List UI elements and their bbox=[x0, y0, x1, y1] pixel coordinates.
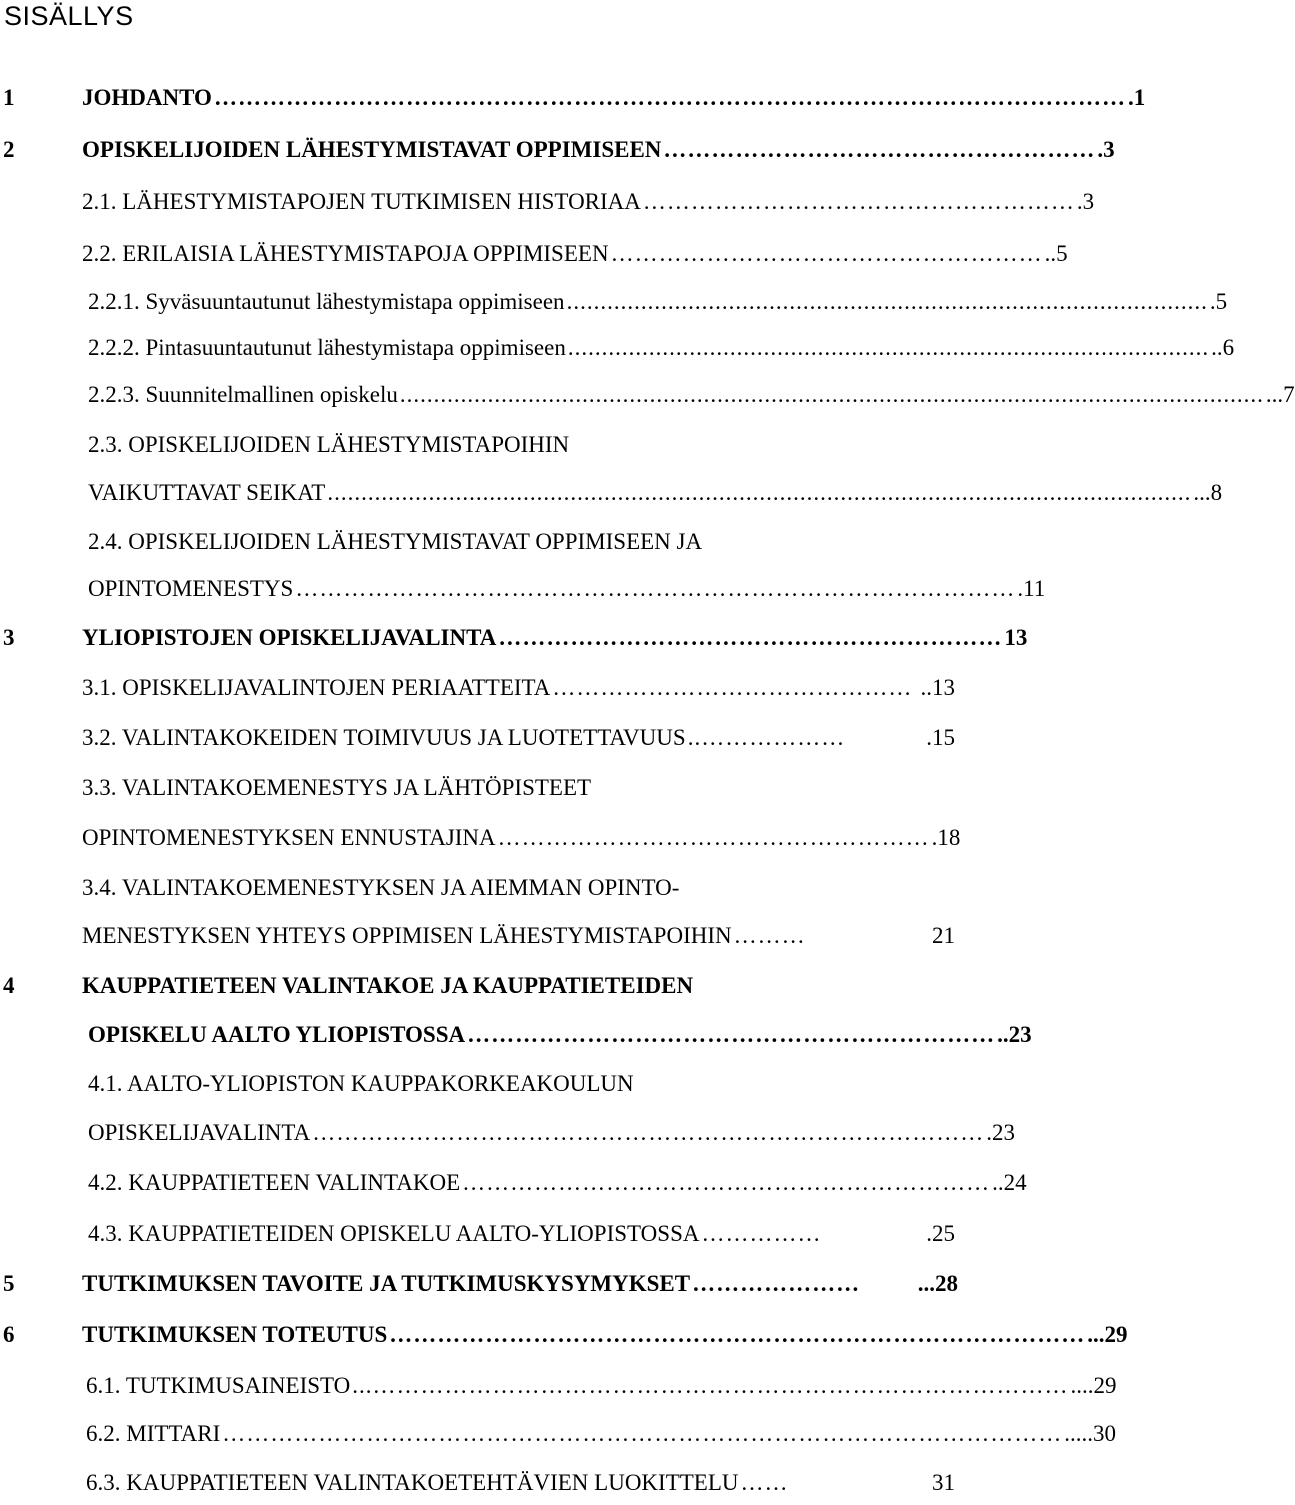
toc-dot-leader: ……………………………………………… bbox=[497, 825, 930, 850]
toc-entry-title: 2.1. LÄHESTYMISTAPOJEN TUTKIMISEN HISTORIAA bbox=[82, 189, 641, 214]
toc-entry[interactable] bbox=[88, 1219, 955, 1249]
toc-page-number: .....30 bbox=[1064, 1421, 1116, 1446]
toc-page-number: 13 bbox=[1004, 625, 1028, 650]
toc-entry-title: 3.1. OPISKELIJAVALINTOJEN PERIAATTEITA bbox=[82, 675, 551, 700]
toc-dot-leader: …………………………………………………………………………………………… bbox=[222, 1421, 1063, 1446]
toc-dot-leader: ……………………………………… bbox=[552, 675, 913, 700]
toc-page-number: .1 bbox=[1127, 85, 1146, 110]
toc-dot-leader: ................................................................................................................................ bbox=[327, 480, 1192, 505]
toc-entry[interactable] bbox=[88, 333, 1235, 363]
chapter-number: 4 bbox=[3, 973, 15, 998]
toc-entry-title: 2.3. OPISKELIJOIDEN LÄHESTYMISTAPOIHIN bbox=[88, 432, 570, 457]
toc-entry-title: VAIKUTTAVAT SEIKAT bbox=[88, 480, 326, 505]
toc-entry-title: 2.4. OPISKELIJOIDEN LÄHESTYMISTAVAT OPPIMISEEN JA bbox=[88, 529, 703, 554]
toc-entry-title: 2.2.3. Suunnitelmallinen opiskelu bbox=[88, 382, 398, 407]
toc-entry-title: 3.4. VALINTAKOEMENESTYKSEN JA AIEMMAN OPINTO- bbox=[82, 875, 680, 900]
toc-entry[interactable] bbox=[82, 1269, 958, 1299]
toc-entry[interactable] bbox=[88, 527, 951, 557]
toc-dot-leader: ............................................................................................... bbox=[566, 289, 1208, 314]
toc-dot-leader: ...…………………………………………………………………………… bbox=[352, 1373, 1069, 1398]
toc-entry[interactable] bbox=[82, 623, 1028, 653]
chapter-number: 3 bbox=[3, 625, 15, 650]
page-title: SISÄLLYS bbox=[4, 1, 134, 31]
toc-entry-title: 6.1. TUTKIMUSAINEISTO bbox=[86, 1373, 351, 1398]
toc-page-number: .3 bbox=[1076, 189, 1095, 214]
chapter-number: 1 bbox=[3, 85, 15, 110]
toc-page-number: ...29 bbox=[1087, 1322, 1128, 1347]
toc-page-number: ..23 bbox=[997, 1022, 1032, 1047]
toc-dot-leader: ……… bbox=[733, 923, 806, 948]
chapter-number: 2 bbox=[3, 137, 15, 162]
toc-entry[interactable] bbox=[82, 773, 955, 803]
toc-dot-leader: ………………… bbox=[692, 1271, 861, 1296]
toc-dot-leader: ……………………………………………………… bbox=[498, 625, 1003, 650]
toc-entry-title: TUTKIMUKSEN TAVOITE JA TUTKIMUSKYSYMYKSET bbox=[82, 1271, 691, 1296]
toc-dot-leader: ………………………………………………………… bbox=[467, 1022, 996, 1047]
toc-entry-title: YLIOPISTOJEN OPISKELIJAVALINTA bbox=[82, 625, 497, 650]
toc-entry-title: OPISKELU AALTO YLIOPISTOSSA bbox=[88, 1022, 466, 1047]
toc-entry[interactable] bbox=[82, 673, 955, 703]
toc-page-number: ..6 bbox=[1211, 335, 1235, 360]
toc-entry-title: 3.2. VALINTAKOKEIDEN TOIMIVUUS JA LUOTETTAVUUS bbox=[82, 725, 686, 750]
toc-page-number: .25 bbox=[926, 1221, 955, 1246]
toc-entry[interactable] bbox=[82, 723, 955, 753]
toc-dot-leader: …… bbox=[740, 1470, 789, 1495]
toc-entry[interactable] bbox=[82, 239, 1068, 269]
toc-entry[interactable] bbox=[86, 1419, 1116, 1449]
chapter-number: 6 bbox=[3, 1322, 15, 1347]
toc-dot-leader: ……………………………………………… bbox=[610, 241, 1043, 266]
toc-dot-leader: ………………………………………………………… bbox=[462, 1170, 991, 1195]
toc-entry-title: OPINTOMENESTYS bbox=[88, 576, 294, 601]
toc-entry[interactable] bbox=[82, 187, 1095, 217]
toc-dot-leader: …………… bbox=[701, 1221, 822, 1246]
toc-entry-title: TUTKIMUKSEN TOTEUTUS bbox=[82, 1322, 388, 1347]
toc-dot-leader: ………………………………………………………………………… bbox=[312, 1120, 985, 1145]
toc-entry[interactable] bbox=[88, 1020, 1032, 1050]
toc-entry-title: 2.2.1. Syväsuuntautunut lähestymistapa oppimiseen bbox=[88, 289, 565, 314]
toc-page-number: ..24 bbox=[992, 1170, 1027, 1195]
toc-entry[interactable] bbox=[88, 1118, 1015, 1148]
toc-entry[interactable] bbox=[82, 135, 1115, 165]
toc-page-number: ..5 bbox=[1044, 241, 1068, 266]
toc-dot-leader: ……………………………………………… bbox=[663, 137, 1096, 162]
toc-page-number: 21 bbox=[932, 923, 955, 948]
toc-entry-title: 4.1. AALTO-YLIOPISTON KAUPPAKORKEAKOULUN bbox=[88, 1071, 634, 1096]
toc-page-number: ..13 bbox=[920, 675, 955, 700]
toc-entry[interactable] bbox=[88, 430, 951, 460]
toc-entry[interactable] bbox=[88, 1168, 1027, 1198]
toc-entry[interactable] bbox=[88, 380, 1295, 410]
toc-dot-leader: …………………………………………………………………………………………………… bbox=[213, 85, 1126, 110]
toc-page-number: .11 bbox=[1017, 576, 1046, 601]
toc-entry[interactable] bbox=[82, 873, 955, 903]
toc-entry[interactable] bbox=[88, 1069, 955, 1099]
toc-entry[interactable] bbox=[88, 574, 1046, 604]
toc-page-number: ...7 bbox=[1265, 382, 1295, 407]
chapter-number: 5 bbox=[3, 1271, 15, 1296]
toc-page-number: ....29 bbox=[1070, 1373, 1117, 1398]
toc-dot-leader: ..……………… bbox=[687, 725, 846, 750]
toc-entry[interactable] bbox=[82, 921, 955, 951]
toc-page-number: ...28 bbox=[917, 1271, 958, 1296]
toc-entry-title: OPINTOMENESTYKSEN ENNUSTAJINA bbox=[82, 825, 496, 850]
toc-entry[interactable] bbox=[82, 83, 1146, 113]
toc-dot-leader: ............................................................................................... bbox=[567, 335, 1210, 360]
toc-entry[interactable] bbox=[82, 823, 961, 853]
toc-dot-leader: ……………………………………………… bbox=[642, 189, 1075, 214]
toc-entry-title: JOHDANTO bbox=[82, 85, 212, 110]
toc-entry[interactable] bbox=[82, 1320, 1128, 1350]
toc-dot-leader: …………………………………………………………………………… bbox=[389, 1322, 1086, 1347]
toc-entry-title: 4.2. KAUPPATIETEEN VALINTAKOE bbox=[88, 1170, 461, 1195]
toc-entry-title: KAUPPATIETEEN VALINTAKOE JA KAUPPATIETEIDEN bbox=[82, 973, 694, 998]
toc-entry[interactable] bbox=[88, 287, 1228, 317]
toc-page-number: ...8 bbox=[1193, 480, 1223, 505]
toc-entry[interactable] bbox=[86, 1468, 955, 1498]
toc-entry-title: 6.3. KAUPPATIETEEN VALINTAKOETEHTÄVIEN LUOKITTELU bbox=[86, 1470, 739, 1495]
toc-entry-title: 4.3. KAUPPATIETEIDEN OPISKELU AALTO-YLIOPISTOSSA bbox=[88, 1221, 700, 1246]
toc-entry-title: 2.2.2. Pintasuuntautunut lähestymistapa oppimiseen bbox=[88, 335, 566, 360]
toc-page-number: .15 bbox=[926, 725, 955, 750]
toc-entry[interactable] bbox=[82, 971, 955, 1001]
toc-page-number: .18 bbox=[931, 825, 961, 850]
toc-entry-title: OPISKELIJAVALINTA bbox=[88, 1120, 311, 1145]
toc-page-number: .3 bbox=[1097, 137, 1115, 162]
toc-dot-leader: ................................................................................................................................ bbox=[399, 382, 1264, 407]
toc-dot-leader: ……………………………………………………………………………… bbox=[295, 576, 1016, 601]
toc-page-number: 31 bbox=[932, 1470, 955, 1495]
toc-page-number: .5 bbox=[1209, 289, 1228, 314]
toc-entry-title: 2.2. ERILAISIA LÄHESTYMISTAPOJA OPPIMISEEN bbox=[82, 241, 609, 266]
toc-entry[interactable] bbox=[88, 478, 1223, 508]
toc-entry-title: 6.2. MITTARI bbox=[86, 1421, 221, 1446]
toc-entry-title: 3.3. VALINTAKOEMENESTYS JA LÄHTÖPISTEET bbox=[82, 775, 592, 800]
toc-entry-title: MENESTYKSEN YHTEYS OPPIMISEN LÄHESTYMISTAPOIHIN bbox=[82, 923, 732, 948]
toc-entry[interactable] bbox=[86, 1371, 1117, 1401]
toc-page-number: .23 bbox=[986, 1120, 1015, 1145]
toc-entry-title: OPISKELIJOIDEN LÄHESTYMISTAVAT OPPIMISEEN bbox=[82, 137, 662, 162]
